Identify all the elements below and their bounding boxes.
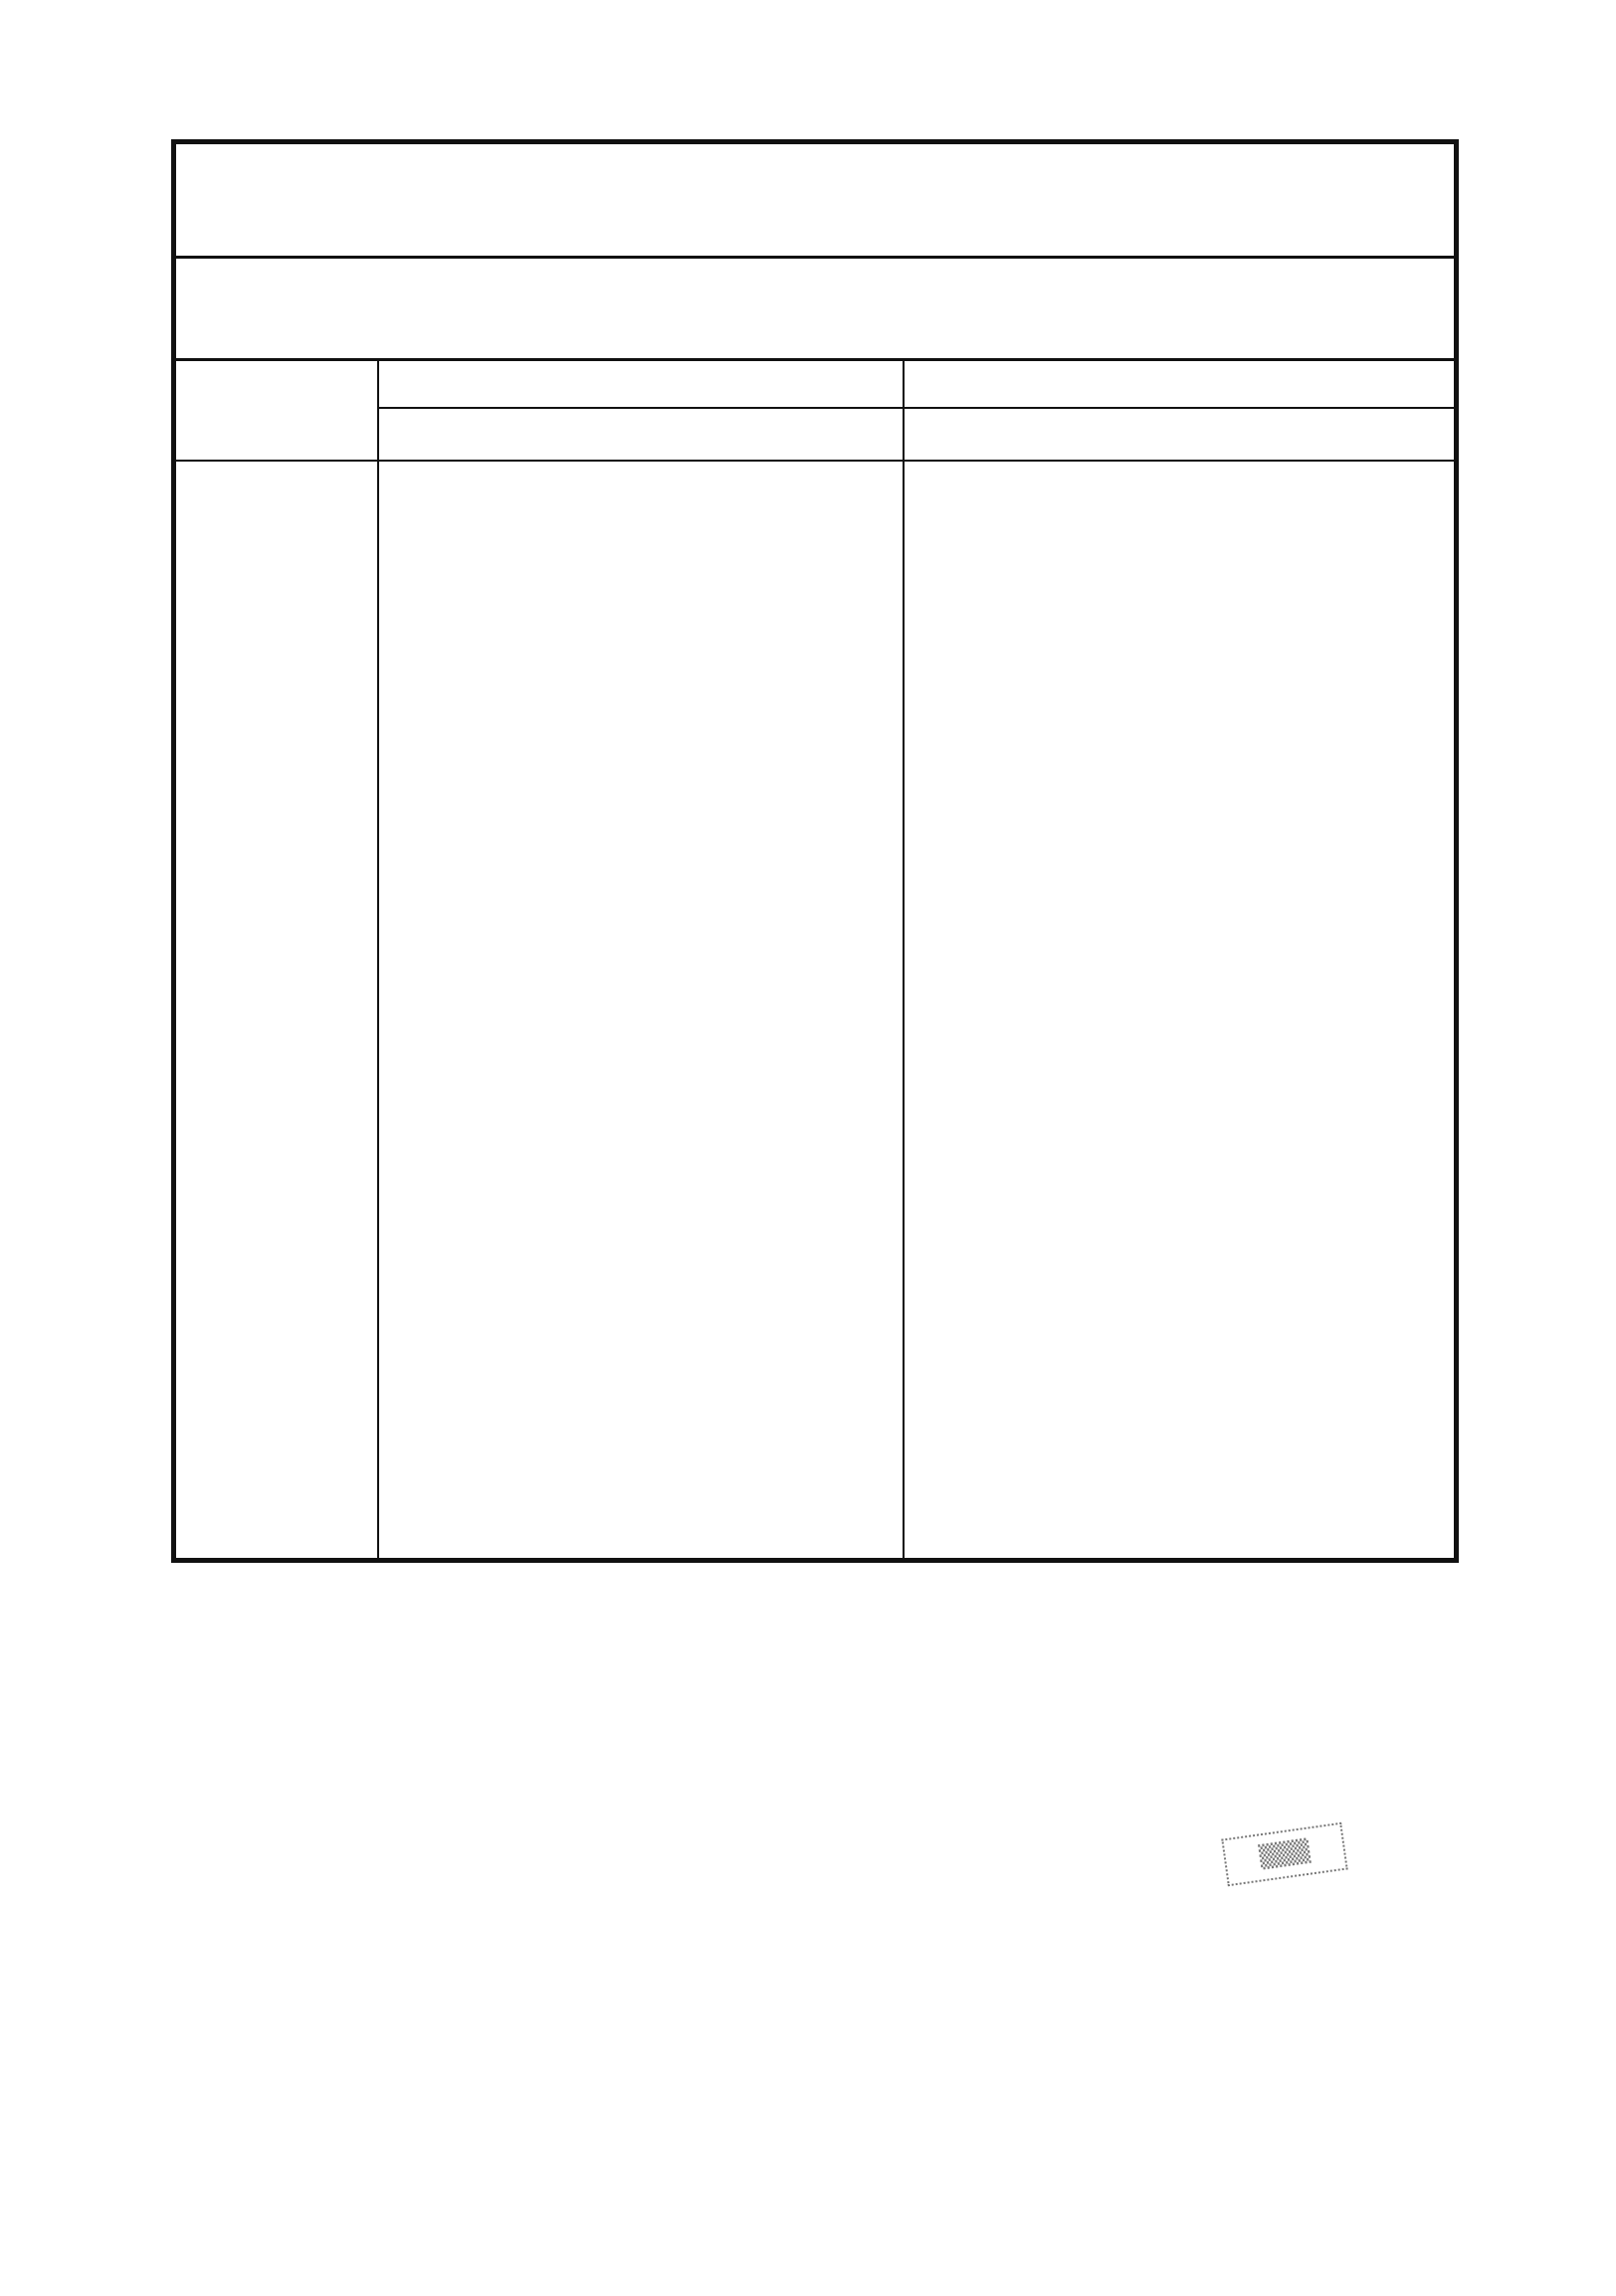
form-title [176, 144, 1454, 259]
form-subtitle [176, 259, 1454, 361]
header-completion-approval-no [903, 361, 1454, 409]
change-record-table [176, 361, 1454, 1558]
header-change-content [903, 411, 1454, 459]
column-divider-1 [377, 361, 379, 1558]
license-form-frame [171, 139, 1459, 1563]
faint-stamp: ▒▒▒ [1221, 1822, 1347, 1887]
column-divider-2 [903, 361, 905, 1558]
header-change-item [176, 361, 377, 462]
table-header [176, 361, 1454, 462]
header-incoming-doc-no [377, 411, 903, 459]
header-approval-doc-no [377, 361, 903, 409]
